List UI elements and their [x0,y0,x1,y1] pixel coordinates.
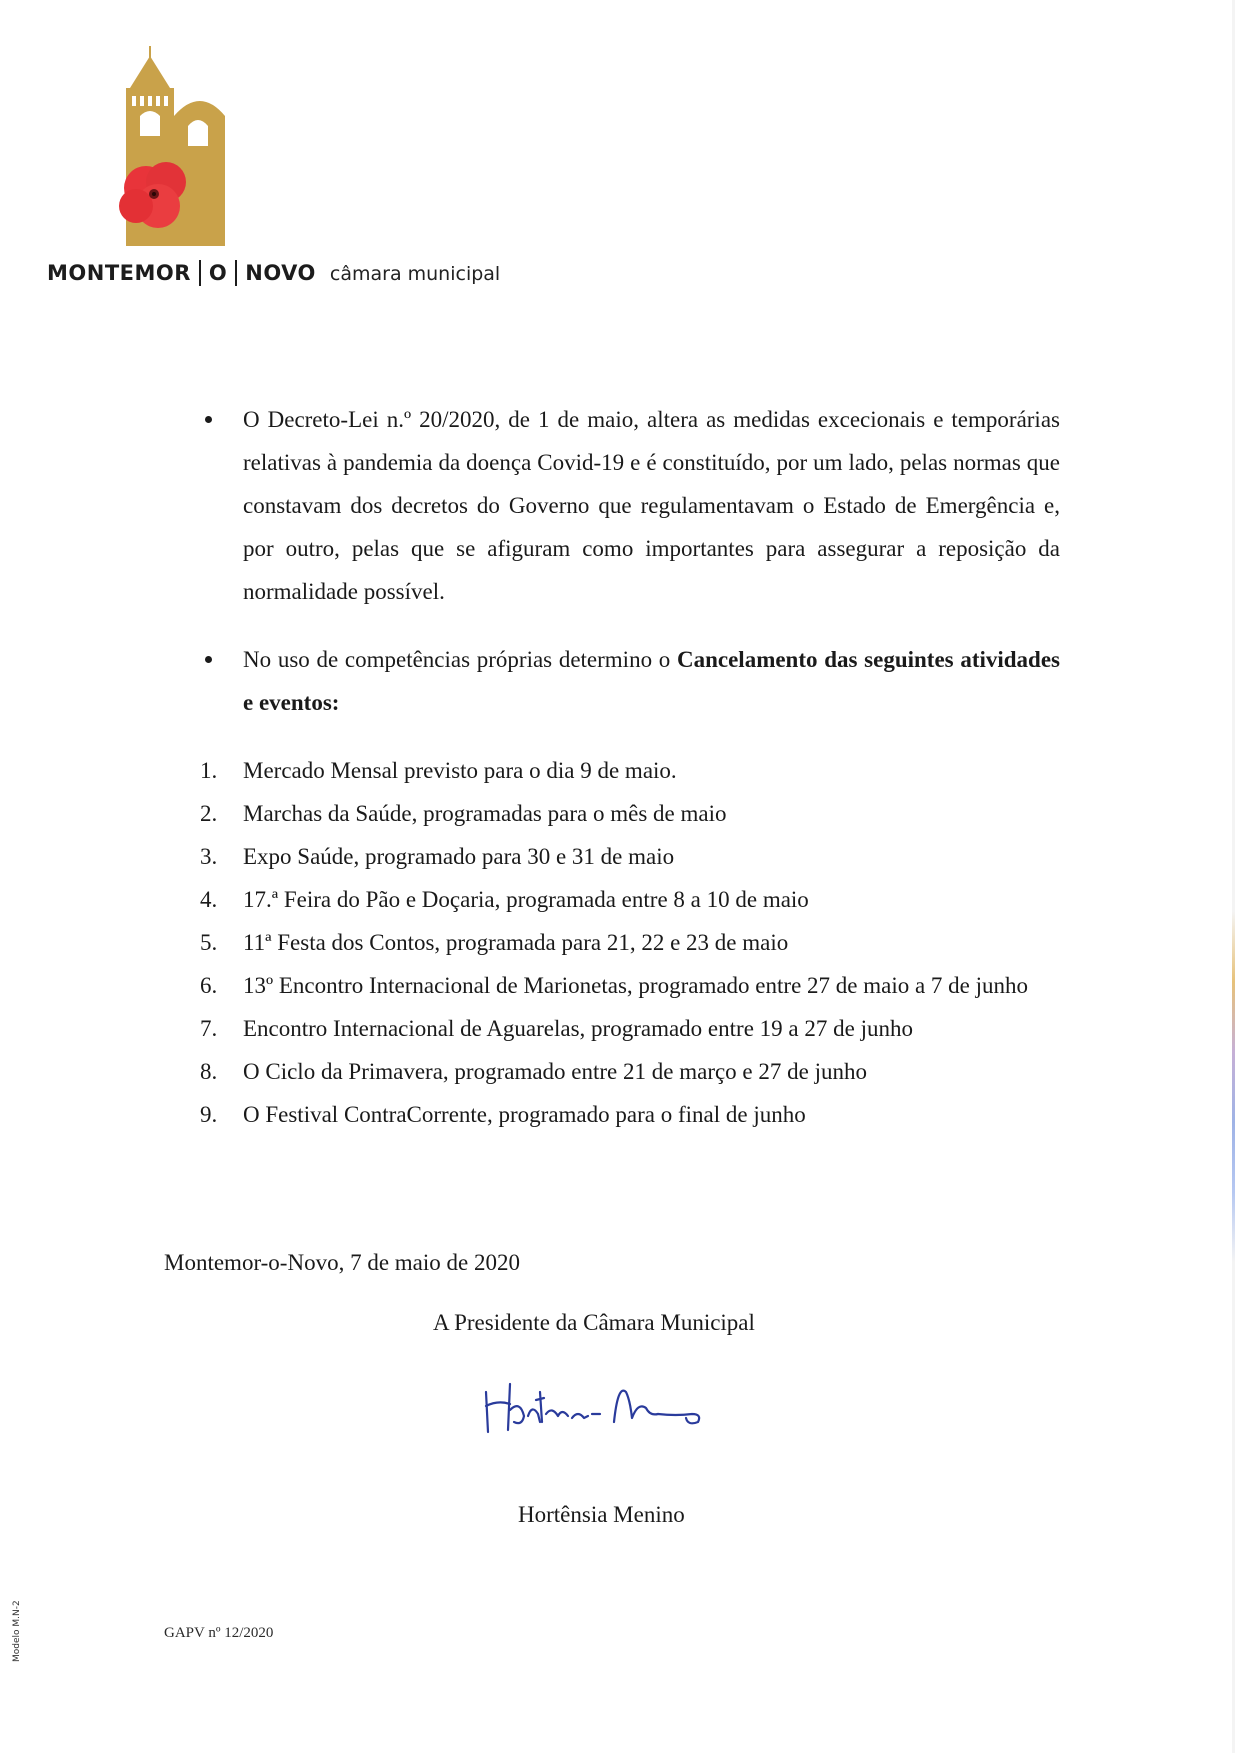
list-item [200,1093,1060,1136]
bullet-cancellation [205,638,1060,724]
signatory-role: A Presidente da Câmara Municipal [433,1310,755,1335]
list-item [200,921,1060,964]
montemor-o-novo-logo [110,46,225,246]
scan-edge-artifact [1232,0,1235,1753]
municipality-brand [47,260,500,286]
brand-novo: NOVO [245,261,316,285]
brand-o: O [208,261,228,285]
list-item-text: O Festival ContraCorrente, programado para o final de junho [243,1102,806,1127]
list-item-number: 9. [200,1102,218,1127]
handwritten-signature [480,1370,720,1440]
bullet-dot-icon [205,416,212,423]
list-item [200,1007,1060,1050]
list-item [200,1050,1060,1093]
list-item-number: 6. [200,973,218,998]
list-item-text: Encontro Internacional de Aguarelas, programado entre 19 a 27 de junho [243,1016,913,1041]
document-reference: GAPV nº 12/2020 [164,1625,274,1641]
model-code: Modelo M.N-2 [12,1600,22,1662]
list-item-text: Mercado Mensal previsto para o dia 9 de maio. [243,758,677,783]
list-item-number: 5. [200,930,218,955]
list-item-number: 3. [200,844,218,869]
list-item-number: 1. [200,758,218,783]
list-item [200,749,1060,792]
list-item [200,835,1060,878]
signer-name: Hortênsia Menino [518,1502,685,1527]
bullet-dot-icon [205,656,212,663]
bullet-text: O Decreto-Lei n.º 20/2020, de 1 de maio, altera as medidas excecionais e temporárias relativas à pandemia da doença Covid-19 e é constituído, por um lado, pelas normas que constavam dos decretos do Governo que regulamentavam o Estado de Emergência e, por outro, pelas que se afiguram como importantes para assegurar a reposição da normalidade possível. [243,407,1060,604]
list-item-text: 11ª Festa dos Contos, programada para 21, 22 e 23 de maio [243,930,789,955]
list-item [200,964,1060,1007]
list-item-text: O Ciclo da Primavera, programado entre 21 de março e 27 de junho [243,1059,867,1084]
list-item-number: 8. [200,1059,218,1084]
cancelled-events-list [200,749,1060,1136]
list-item-text: 17.ª Feira do Pão e Doçaria, programada entre 8 a 10 de maio [243,887,809,912]
list-item-number: 4. [200,887,218,912]
bullet-text [243,638,1060,724]
bullet-decree [205,398,1060,613]
bullet-text-bold: Cancelamento das seguintes atividades e eventos: [243,647,1060,715]
bullet-text-plain: No uso de competências próprias determino o [243,647,677,672]
list-item [200,878,1060,921]
brand-separator [199,260,201,286]
list-item [200,792,1060,835]
list-item-text: 13º Encontro Internacional de Marionetas, programado entre 27 de maio a 7 de junho [243,973,1029,998]
brand-montemor: MONTEMOR [47,261,191,285]
list-item-number: 7. [200,1016,218,1041]
list-item-number: 2. [200,801,218,826]
list-item-text: Marchas da Saúde, programadas para o mês de maio [243,801,727,826]
brand-separator [235,260,237,286]
place-and-date: Montemor-o-Novo, 7 de maio de 2020 [164,1250,520,1275]
list-item-text: Expo Saúde, programado para 30 e 31 de maio [243,844,675,869]
brand-subtitle: câmara municipal [329,263,501,285]
